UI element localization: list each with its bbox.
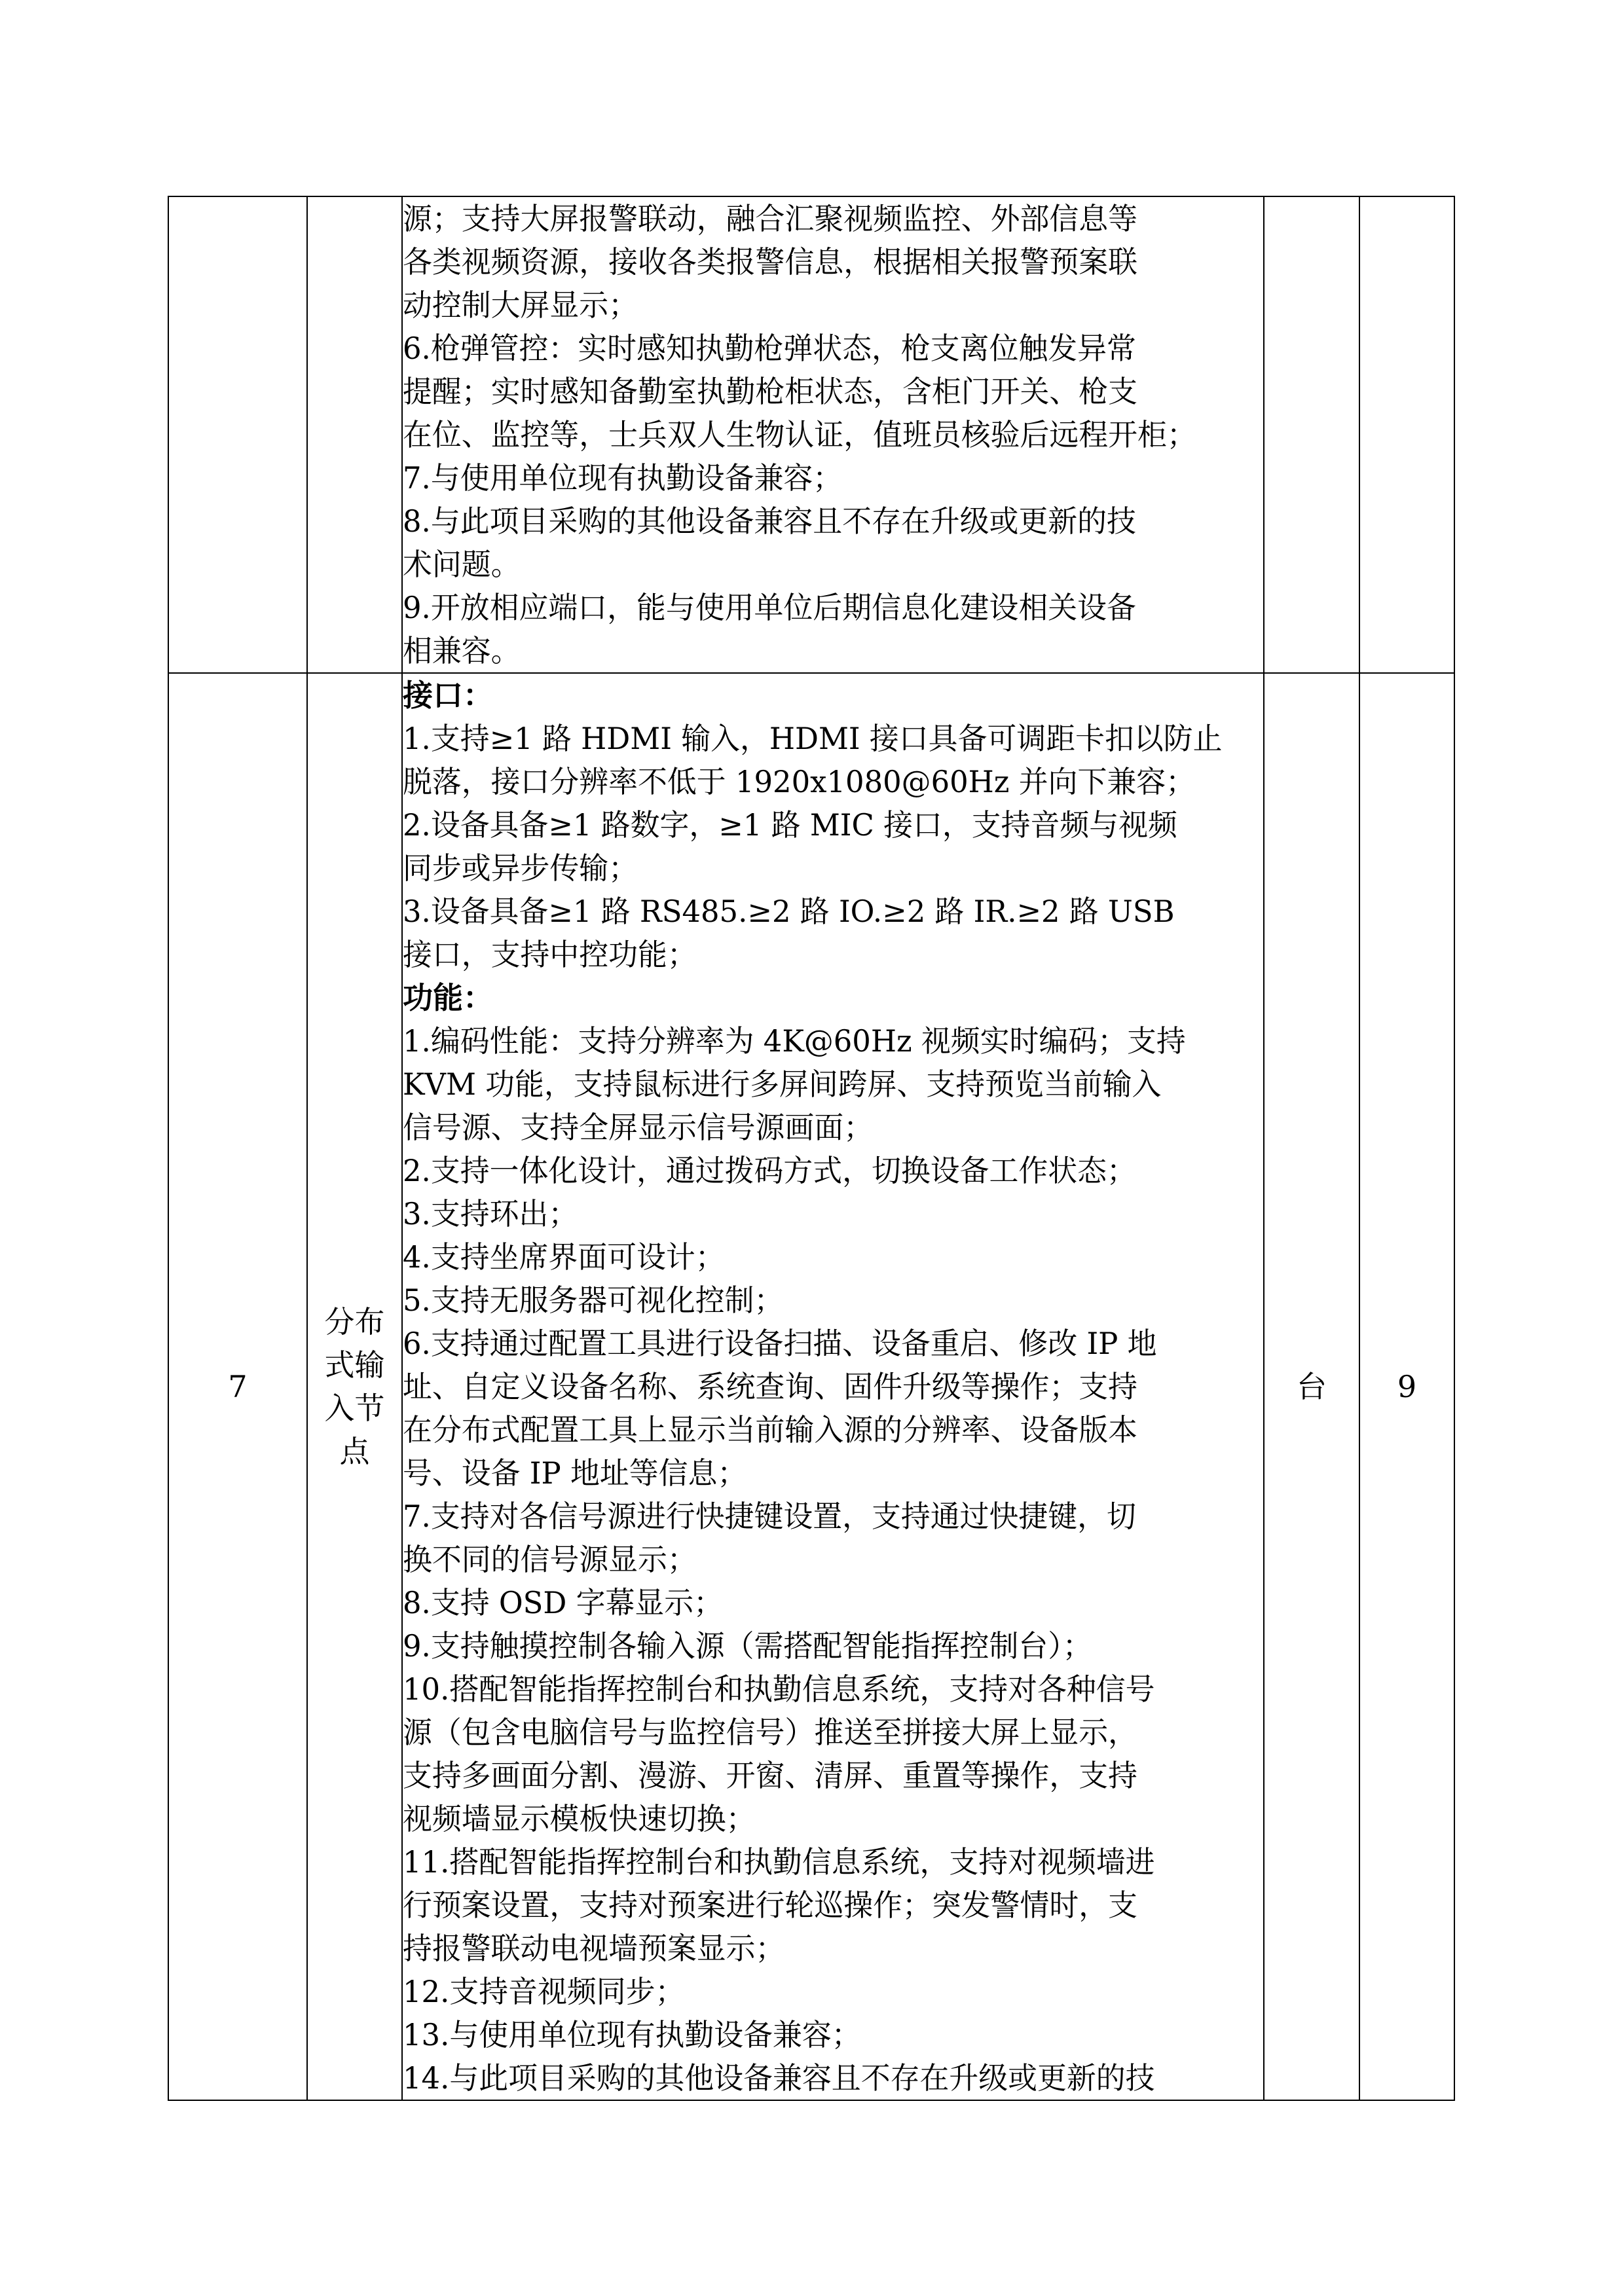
spec-line: 持报警联动电视墙预案显示； xyxy=(403,1931,785,1966)
spec-line: 5.支持无服务器可视化控制； xyxy=(403,1283,784,1318)
spec-description-cell xyxy=(402,673,1264,2100)
spec-line: 7.支持对各信号源进行快捷键设置，支持通过快捷键，切 xyxy=(403,1499,1136,1534)
spec-line: 源；支持大屏报警联动，融合汇聚视频监控、外部信息等 xyxy=(403,201,1137,236)
section-heading-function: 功能： xyxy=(403,980,493,1015)
spec-text-block xyxy=(403,1019,1263,2100)
spec-line: 2.设备具备≥1 路数字，≥1 路 MIC 接口，支持音频与视频 xyxy=(403,807,1177,843)
spec-line: 信号源、支持全屏显示信号源画面； xyxy=(403,1110,874,1145)
spec-line: 6.枪弹管控：实时感知执勤枪弹状态，枪支离位触发异常 xyxy=(403,331,1136,366)
spec-line: 提醒；实时感知备勤室执勤枪柜状态，含柜门开关、枪支 xyxy=(403,374,1137,409)
spec-line: 在位、监控等，士兵双人生物认证，值班员核验后远程开柜； xyxy=(403,417,1196,452)
item-name-line: 式输 xyxy=(324,1347,385,1383)
spec-line: 12.支持音视频同步； xyxy=(403,1974,685,2009)
item-name-line: 入节 xyxy=(324,1391,385,1426)
spec-line: 9.支持触摸控制各输入源（需搭配智能指挥控制台）； xyxy=(403,1628,1092,1664)
spec-line: 8.与此项目采购的其他设备兼容且不存在升级或更新的技 xyxy=(403,503,1136,539)
spec-line: 3.支持环出； xyxy=(403,1196,578,1231)
spec-line: 9.开放相应端口，能与使用单位后期信息化建设相关设备 xyxy=(403,590,1136,625)
item-name-line: 点 xyxy=(339,1434,370,1469)
spec-line: 动控制大屏显示； xyxy=(403,287,638,323)
table-row xyxy=(168,673,1454,2100)
spec-line: 术问题。 xyxy=(403,547,521,582)
spec-text-block xyxy=(403,717,1263,976)
spec-line: 各类视频资源，接收各类报警信息，根据相关报警预案联 xyxy=(403,244,1137,280)
spec-line: KVM 功能，支持鼠标进行多屏间跨屏、支持预览当前输入 xyxy=(403,1066,1162,1102)
spec-line: 脱落，接口分辨率不低于 1920x1080@60Hz 并向下兼容； xyxy=(403,764,1196,799)
spec-line: 14.与此项目采购的其他设备兼容且不存在升级或更新的技 xyxy=(403,2060,1155,2096)
spec-line: 8.支持 OSD 字幕显示； xyxy=(403,1585,724,1620)
spec-line: 址、自定义设备名称、系统查询、固件升级等操作；支持 xyxy=(403,1369,1137,1404)
spec-line: 同步或异步传输； xyxy=(403,850,638,886)
unit-cell: 台 xyxy=(1264,673,1359,2100)
item-name-cell xyxy=(307,196,402,673)
item-name-cell xyxy=(307,673,402,2100)
spec-line: 1.支持≥1 路 HDMI 输入，HDMI 接口具备可调距卡扣以防止 xyxy=(403,721,1223,756)
table-row xyxy=(168,196,1454,673)
spec-description-cell xyxy=(402,196,1264,673)
item-name-line: 分布 xyxy=(324,1304,385,1339)
spec-line: 10.搭配智能指挥控制台和执勤信息系统，支持对各种信号 xyxy=(403,1671,1155,1707)
spec-table xyxy=(168,196,1455,2101)
spec-line: 6.支持通过配置工具进行设备扫描、设备重启、修改 IP 地 xyxy=(403,1326,1157,1361)
spec-line: 视频墙显示模板快速切换； xyxy=(403,1801,756,1836)
spec-line: 号、设备 IP 地址等信息； xyxy=(403,1455,747,1491)
spec-line: 3.设备具备≥1 路 RS485.≥2 路 IO.≥2 路 IR.≥2 路 USB xyxy=(403,894,1175,929)
spec-line: 13.与使用单位现有执勤设备兼容； xyxy=(403,2017,861,2052)
spec-text-block xyxy=(403,197,1263,672)
spec-line: 2.支持一体化设计，通过拨码方式，切换设备工作状态； xyxy=(403,1153,1136,1188)
quantity-cell: 9 xyxy=(1359,673,1454,2100)
spec-line: 7.与使用单位现有执勤设备兼容； xyxy=(403,460,843,496)
spec-line: 11.搭配智能指挥控制台和执勤信息系统，支持对视频墙进 xyxy=(403,1844,1155,1880)
row-number-cell: 7 xyxy=(168,673,307,2100)
quantity-cell xyxy=(1359,196,1454,673)
spec-line: 支持多画面分割、漫游、开窗、清屏、重置等操作，支持 xyxy=(403,1758,1137,1793)
spec-line: 源（包含电脑信号与监控信号）推送至拼接大屏上显示， xyxy=(403,1715,1137,1750)
section-heading-interface: 接口： xyxy=(403,678,493,713)
spec-line: 换不同的信号源显示； xyxy=(403,1542,697,1577)
spec-line: 1.编码性能：支持分辨率为 4K@60Hz 视频实时编码；支持 xyxy=(403,1023,1186,1059)
row-number-cell xyxy=(168,196,307,673)
spec-line: 在分布式配置工具上显示当前输入源的分辨率、设备版本 xyxy=(403,1412,1137,1448)
spec-line: 接口，支持中控功能； xyxy=(403,937,697,972)
spec-line: 4.支持坐席界面可设计； xyxy=(403,1239,725,1275)
spec-line: 行预案设置，支持对预案进行轮巡操作；突发警情时，支 xyxy=(403,1887,1137,1923)
spec-line: 相兼容。 xyxy=(403,633,521,668)
unit-cell xyxy=(1264,196,1359,673)
